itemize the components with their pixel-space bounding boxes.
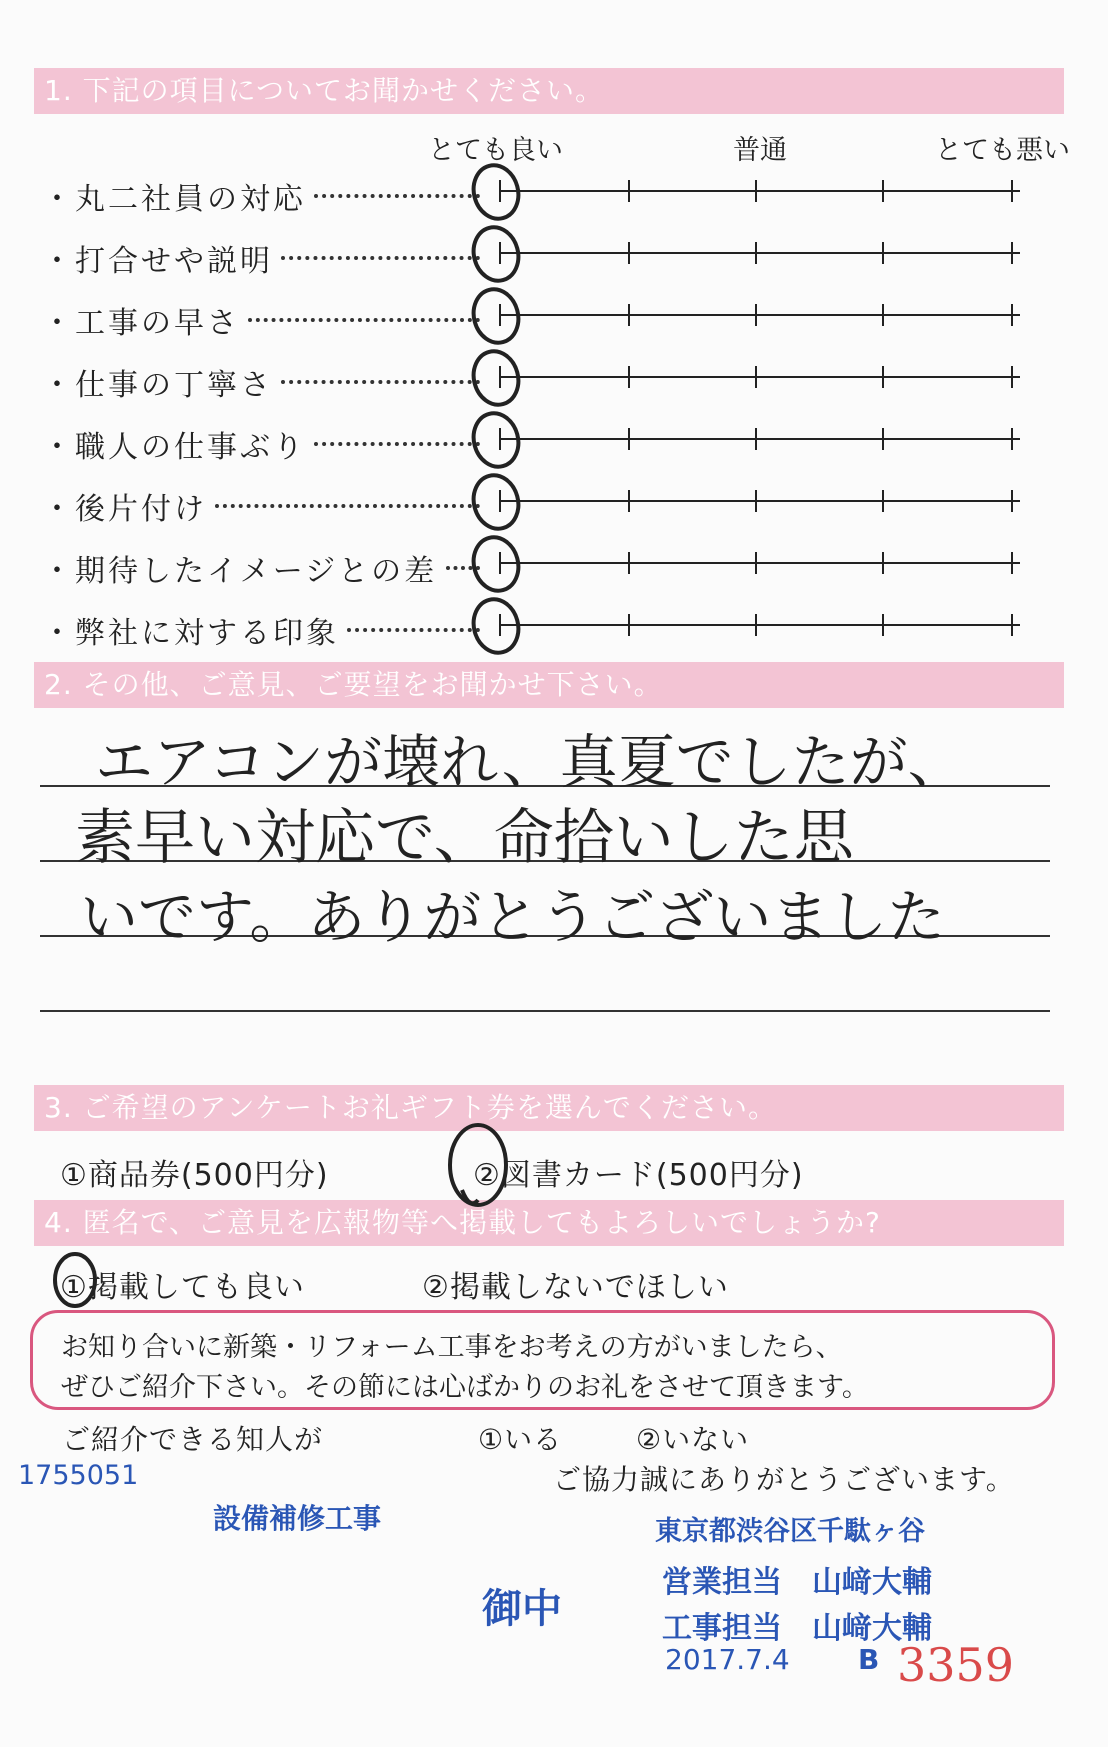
publish-option-allow[interactable]: ①掲載しても良い [60, 1270, 305, 1305]
work-type: 設備補修工事 [213, 1502, 382, 1535]
referral-option-no[interactable]: ②いない [636, 1423, 750, 1456]
scale-worst-label: とても悪い [935, 135, 1070, 166]
handwritten-comment-line: エアコンが壊れ、真夏でしたが、 [95, 728, 966, 796]
section4-heading: 4. 匿名で、ご意見を広報物等へ掲載してもよろしいでしょうか? [34, 1200, 1064, 1246]
construction-representative: 工事担当 山﨑大輔 [662, 1611, 932, 1646]
rating-item-label: ・丸二社員の対応 [42, 182, 306, 217]
circle-mark [55, 1254, 95, 1306]
rating-item-label: ・後片付け [42, 492, 207, 527]
rating-item-label: ・弊社に対する印象 [42, 616, 339, 651]
circle-mark [468, 160, 524, 224]
handwritten-comment-line: いです。ありがとうございました [80, 883, 946, 951]
circle-mark [468, 408, 524, 472]
rating-item-label: ・期待したイメージとの差 [42, 554, 438, 589]
referral-option-yes[interactable]: ①いる [478, 1423, 563, 1456]
section1-heading: 1. 下記の項目についてお聞かせください。 [34, 68, 1064, 114]
sales-representative: 営業担当 山﨑大輔 [662, 1565, 932, 1600]
scale-normal-label: 普通 [733, 135, 787, 166]
referral-notice-line: ぜひご紹介下さい。その節には心ばかりのお礼をさせて頂きます。 [61, 1372, 869, 1403]
rating-item-label: ・仕事の丁寧さ [42, 368, 273, 403]
section2-heading: 2. その他、ご意見、ご要望をお聞かせ下さい。 [34, 662, 1064, 708]
section3-heading: 3. ご希望のアンケートお礼ギフト券を選んでください。 [34, 1085, 1064, 1131]
handwritten-comment-line: 素早い対応で、命拾いした思 [75, 803, 854, 873]
customer-id: 1755051 [18, 1460, 139, 1491]
circle-mark [468, 222, 524, 286]
customer-address: 東京都渋谷区千駄ヶ谷 [655, 1516, 925, 1547]
onchu-label: 御中 [482, 1586, 562, 1632]
circle-mark [468, 346, 524, 410]
referral-question: ご紹介できる知人が [62, 1423, 324, 1456]
survey-code: B [858, 1643, 880, 1676]
thanks-message: ご協力誠にありがとうございます。 [553, 1463, 1015, 1496]
publish-option-deny[interactable]: ②掲載しないでほしい [422, 1270, 729, 1305]
circle-mark [468, 532, 524, 596]
survey-date: 2017.7.4 [665, 1643, 790, 1676]
circle-mark [468, 284, 524, 348]
gift-option-book-card[interactable]: ②図書カード(500円分) [473, 1158, 804, 1193]
referral-notice-line: お知り合いに新築・リフォーム工事をお考えの方がいましたら、 [61, 1332, 843, 1363]
handwritten-number: 3359 [897, 1638, 1015, 1692]
rating-item-label: ・打合せや説明 [42, 244, 273, 279]
circle-mark [468, 470, 524, 534]
rating-item-label: ・職人の仕事ぶり [42, 430, 306, 465]
circle-mark [450, 1125, 506, 1205]
gift-option-gift-certificate[interactable]: ①商品券(500円分) [60, 1158, 329, 1193]
scale-best-label: とても良い [428, 135, 563, 166]
circle-mark [468, 594, 524, 658]
rating-item-label: ・工事の早さ [42, 306, 240, 341]
